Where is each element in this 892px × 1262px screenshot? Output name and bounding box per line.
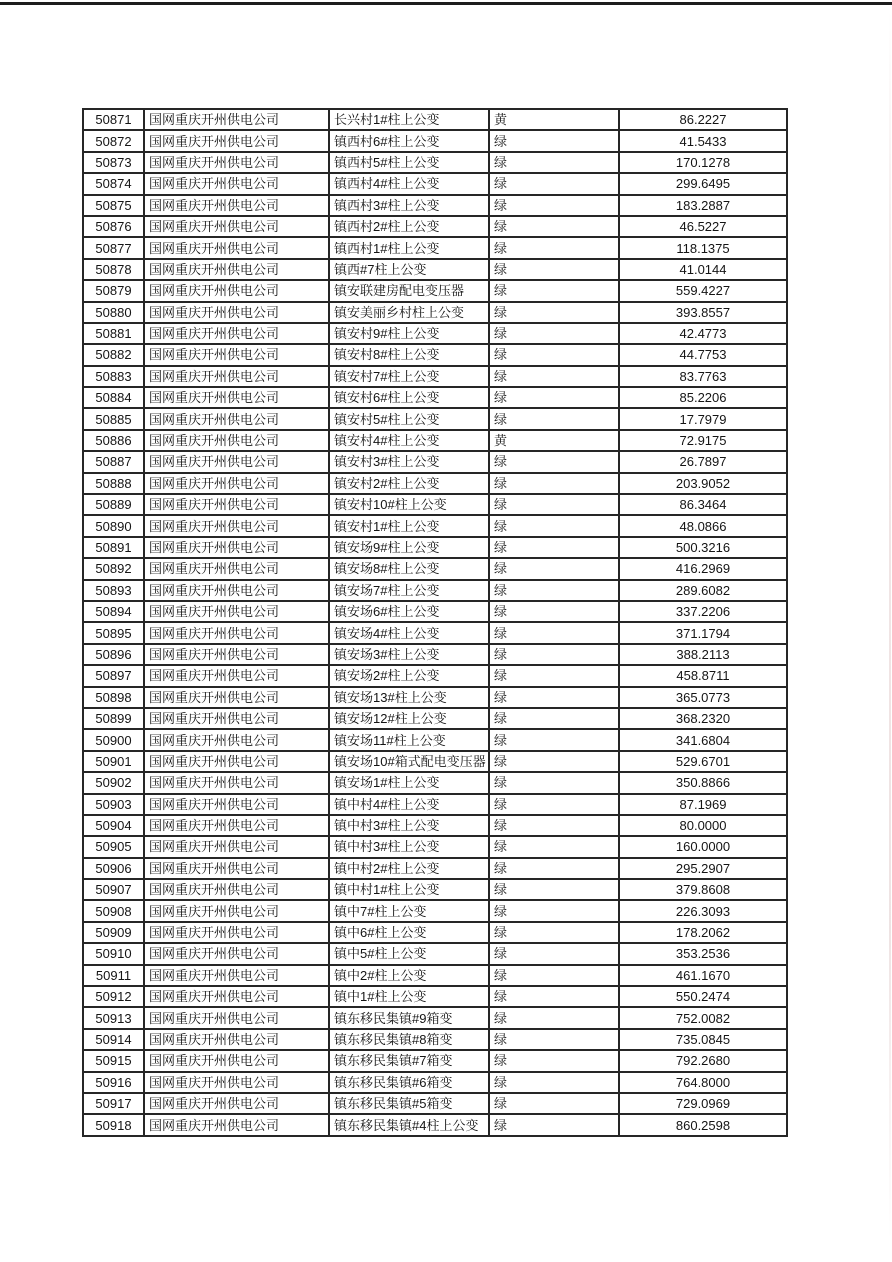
cell-value: 83.7763	[619, 366, 787, 387]
cell-status: 绿	[489, 366, 619, 387]
cell-status: 绿	[489, 152, 619, 173]
cell-row-id: 50902	[83, 772, 144, 793]
cell-row-id: 50896	[83, 644, 144, 665]
cell-value: 160.0000	[619, 836, 787, 857]
cell-row-id: 50899	[83, 708, 144, 729]
cell-company: 国网重庆开州供电公司	[144, 1050, 329, 1071]
cell-company: 国网重庆开州供电公司	[144, 130, 329, 151]
cell-device-name: 镇安场7#柱上公变	[329, 580, 489, 601]
cell-status: 绿	[489, 237, 619, 258]
cell-device-name: 镇安村2#柱上公变	[329, 473, 489, 494]
cell-row-id: 50881	[83, 323, 144, 344]
cell-row-id: 50904	[83, 815, 144, 836]
scan-edge-artifact	[889, 10, 891, 1240]
cell-row-id: 50884	[83, 387, 144, 408]
table-row	[83, 858, 787, 879]
cell-value: 860.2598	[619, 1114, 787, 1135]
table-row	[83, 515, 787, 536]
cell-value: 118.1375	[619, 237, 787, 258]
cell-row-id: 50900	[83, 729, 144, 750]
table-row	[83, 280, 787, 301]
cell-row-id: 50915	[83, 1050, 144, 1071]
cell-device-name: 镇安场8#柱上公变	[329, 558, 489, 579]
cell-device-name: 镇中7#柱上公变	[329, 900, 489, 921]
cell-device-name: 镇安村3#柱上公变	[329, 451, 489, 472]
table-row	[83, 195, 787, 216]
cell-device-name: 镇安村6#柱上公变	[329, 387, 489, 408]
cell-company: 国网重庆开州供电公司	[144, 943, 329, 964]
cell-status: 绿	[489, 879, 619, 900]
cell-device-name: 镇西#7柱上公变	[329, 259, 489, 280]
cell-value: 85.2206	[619, 387, 787, 408]
cell-row-id: 50918	[83, 1114, 144, 1135]
cell-status: 绿	[489, 1007, 619, 1028]
table-row	[83, 408, 787, 429]
cell-device-name: 镇东移民集镇#7箱变	[329, 1050, 489, 1071]
table-row	[83, 772, 787, 793]
cell-device-name: 镇安联建房配电变压器	[329, 280, 489, 301]
cell-company: 国网重庆开州供电公司	[144, 302, 329, 323]
table-row	[83, 537, 787, 558]
table-row	[83, 836, 787, 857]
cell-value: 203.9052	[619, 473, 787, 494]
cell-status: 黄	[489, 430, 619, 451]
table-row	[83, 1072, 787, 1093]
table-row	[83, 451, 787, 472]
table-row	[83, 665, 787, 686]
cell-value: 416.2969	[619, 558, 787, 579]
table-row	[83, 1050, 787, 1071]
cell-value: 226.3093	[619, 900, 787, 921]
table-row	[83, 344, 787, 365]
cell-status: 绿	[489, 965, 619, 986]
table-row	[83, 729, 787, 750]
cell-company: 国网重庆开州供电公司	[144, 216, 329, 237]
cell-row-id: 50871	[83, 109, 144, 130]
cell-device-name: 镇中5#柱上公变	[329, 943, 489, 964]
cell-company: 国网重庆开州供电公司	[144, 1007, 329, 1028]
table-row	[83, 1007, 787, 1028]
cell-row-id: 50910	[83, 943, 144, 964]
table-row	[83, 237, 787, 258]
table-row	[83, 580, 787, 601]
cell-company: 国网重庆开州供电公司	[144, 152, 329, 173]
page-top-rule	[0, 2, 892, 5]
cell-row-id: 50916	[83, 1072, 144, 1093]
cell-row-id: 50876	[83, 216, 144, 237]
table-body	[83, 109, 787, 1136]
cell-device-name: 镇安场13#柱上公变	[329, 687, 489, 708]
cell-row-id: 50894	[83, 601, 144, 622]
cell-company: 国网重庆开州供电公司	[144, 430, 329, 451]
table-row	[83, 302, 787, 323]
table-row	[83, 430, 787, 451]
cell-company: 国网重庆开州供电公司	[144, 580, 329, 601]
cell-company: 国网重庆开州供电公司	[144, 1093, 329, 1114]
cell-company: 国网重庆开州供电公司	[144, 708, 329, 729]
cell-device-name: 镇中村3#柱上公变	[329, 815, 489, 836]
cell-status: 绿	[489, 344, 619, 365]
cell-row-id: 50897	[83, 665, 144, 686]
cell-value: 337.2206	[619, 601, 787, 622]
cell-status: 绿	[489, 302, 619, 323]
cell-status: 绿	[489, 751, 619, 772]
cell-status: 绿	[489, 1072, 619, 1093]
cell-company: 国网重庆开州供电公司	[144, 794, 329, 815]
table-row	[83, 794, 787, 815]
cell-value: 26.7897	[619, 451, 787, 472]
cell-device-name: 镇东移民集镇#5箱变	[329, 1093, 489, 1114]
cell-row-id: 50909	[83, 922, 144, 943]
cell-status: 绿	[489, 1114, 619, 1135]
cell-company: 国网重庆开州供电公司	[144, 858, 329, 879]
cell-status: 黄	[489, 109, 619, 130]
table-row	[83, 815, 787, 836]
cell-row-id: 50917	[83, 1093, 144, 1114]
cell-row-id: 50906	[83, 858, 144, 879]
cell-device-name: 镇中村2#柱上公变	[329, 858, 489, 879]
cell-company: 国网重庆开州供电公司	[144, 751, 329, 772]
cell-row-id: 50879	[83, 280, 144, 301]
cell-company: 国网重庆开州供电公司	[144, 195, 329, 216]
cell-value: 87.1969	[619, 794, 787, 815]
cell-device-name: 镇安村7#柱上公变	[329, 366, 489, 387]
cell-value: 86.3464	[619, 494, 787, 515]
cell-device-name: 镇中6#柱上公变	[329, 922, 489, 943]
cell-device-name: 镇安场11#柱上公变	[329, 729, 489, 750]
cell-status: 绿	[489, 130, 619, 151]
cell-device-name: 镇西村3#柱上公变	[329, 195, 489, 216]
cell-status: 绿	[489, 943, 619, 964]
cell-device-name: 镇安场10#箱式配电变压器	[329, 751, 489, 772]
cell-status: 绿	[489, 858, 619, 879]
table-row	[83, 965, 787, 986]
cell-value: 529.6701	[619, 751, 787, 772]
cell-status: 绿	[489, 772, 619, 793]
table-row	[83, 387, 787, 408]
cell-value: 42.4773	[619, 323, 787, 344]
table-row	[83, 1114, 787, 1135]
cell-value: 295.2907	[619, 858, 787, 879]
cell-company: 国网重庆开州供电公司	[144, 280, 329, 301]
cell-device-name: 镇西村6#柱上公变	[329, 130, 489, 151]
cell-row-id: 50874	[83, 173, 144, 194]
table-row	[83, 473, 787, 494]
cell-company: 国网重庆开州供电公司	[144, 879, 329, 900]
cell-company: 国网重庆开州供电公司	[144, 408, 329, 429]
cell-status: 绿	[489, 259, 619, 280]
cell-row-id: 50875	[83, 195, 144, 216]
cell-row-id: 50872	[83, 130, 144, 151]
cell-status: 绿	[489, 195, 619, 216]
cell-device-name: 镇安村4#柱上公变	[329, 430, 489, 451]
table-row	[83, 494, 787, 515]
cell-status: 绿	[489, 708, 619, 729]
cell-device-name: 镇安村5#柱上公变	[329, 408, 489, 429]
table-row	[83, 1093, 787, 1114]
cell-row-id: 50883	[83, 366, 144, 387]
cell-value: 178.2062	[619, 922, 787, 943]
cell-row-id: 50886	[83, 430, 144, 451]
cell-status: 绿	[489, 451, 619, 472]
cell-device-name: 镇西村5#柱上公变	[329, 152, 489, 173]
cell-company: 国网重庆开州供电公司	[144, 537, 329, 558]
cell-company: 国网重庆开州供电公司	[144, 986, 329, 1007]
cell-value: 341.6804	[619, 729, 787, 750]
cell-value: 44.7753	[619, 344, 787, 365]
cell-status: 绿	[489, 173, 619, 194]
cell-device-name: 镇安村8#柱上公变	[329, 344, 489, 365]
cell-device-name: 镇东移民集镇#9箱变	[329, 1007, 489, 1028]
cell-company: 国网重庆开州供电公司	[144, 772, 329, 793]
cell-row-id: 50895	[83, 622, 144, 643]
cell-company: 国网重庆开州供电公司	[144, 473, 329, 494]
cell-device-name: 镇西村2#柱上公变	[329, 216, 489, 237]
cell-row-id: 50905	[83, 836, 144, 857]
cell-device-name: 镇中村4#柱上公变	[329, 794, 489, 815]
cell-value: 183.2887	[619, 195, 787, 216]
cell-device-name: 镇西村1#柱上公变	[329, 237, 489, 258]
cell-value: 458.8711	[619, 665, 787, 686]
cell-company: 国网重庆开州供电公司	[144, 601, 329, 622]
cell-device-name: 镇安美丽乡村柱上公变	[329, 302, 489, 323]
table-row	[83, 986, 787, 1007]
table-row	[83, 109, 787, 130]
cell-status: 绿	[489, 323, 619, 344]
cell-row-id: 50898	[83, 687, 144, 708]
cell-company: 国网重庆开州供电公司	[144, 387, 329, 408]
cell-status: 绿	[489, 794, 619, 815]
cell-company: 国网重庆开州供电公司	[144, 622, 329, 643]
table-row	[83, 216, 787, 237]
cell-row-id: 50882	[83, 344, 144, 365]
cell-value: 41.5433	[619, 130, 787, 151]
table-row	[83, 644, 787, 665]
cell-company: 国网重庆开州供电公司	[144, 815, 329, 836]
cell-device-name: 镇安村9#柱上公变	[329, 323, 489, 344]
cell-company: 国网重庆开州供电公司	[144, 237, 329, 258]
cell-value: 461.1670	[619, 965, 787, 986]
cell-company: 国网重庆开州供电公司	[144, 451, 329, 472]
cell-value: 46.5227	[619, 216, 787, 237]
cell-status: 绿	[489, 580, 619, 601]
cell-status: 绿	[489, 387, 619, 408]
cell-device-name: 镇中2#柱上公变	[329, 965, 489, 986]
table-row	[83, 558, 787, 579]
cell-value: 72.9175	[619, 430, 787, 451]
cell-status: 绿	[489, 836, 619, 857]
cell-status: 绿	[489, 986, 619, 1007]
cell-row-id: 50888	[83, 473, 144, 494]
table-row	[83, 900, 787, 921]
cell-company: 国网重庆开州供电公司	[144, 665, 329, 686]
cell-status: 绿	[489, 665, 619, 686]
cell-row-id: 50873	[83, 152, 144, 173]
cell-status: 绿	[489, 729, 619, 750]
cell-company: 国网重庆开州供电公司	[144, 109, 329, 130]
cell-row-id: 50914	[83, 1029, 144, 1050]
cell-value: 388.2113	[619, 644, 787, 665]
table-row	[83, 622, 787, 643]
cell-company: 国网重庆开州供电公司	[144, 515, 329, 536]
cell-status: 绿	[489, 687, 619, 708]
cell-value: 764.8000	[619, 1072, 787, 1093]
table-row	[83, 708, 787, 729]
cell-row-id: 50880	[83, 302, 144, 323]
cell-value: 735.0845	[619, 1029, 787, 1050]
cell-status: 绿	[489, 1029, 619, 1050]
cell-status: 绿	[489, 922, 619, 943]
cell-device-name: 镇东移民集镇#4柱上公变	[329, 1114, 489, 1135]
cell-status: 绿	[489, 280, 619, 301]
cell-row-id: 50877	[83, 237, 144, 258]
cell-device-name: 镇安场4#柱上公变	[329, 622, 489, 643]
cell-value: 289.6082	[619, 580, 787, 601]
cell-value: 17.7979	[619, 408, 787, 429]
cell-status: 绿	[489, 558, 619, 579]
table-row	[83, 173, 787, 194]
cell-value: 752.0082	[619, 1007, 787, 1028]
table-row	[83, 751, 787, 772]
cell-row-id: 50885	[83, 408, 144, 429]
cell-device-name: 长兴村1#柱上公变	[329, 109, 489, 130]
cell-company: 国网重庆开州供电公司	[144, 323, 329, 344]
cell-status: 绿	[489, 537, 619, 558]
table-row	[83, 687, 787, 708]
cell-row-id: 50911	[83, 965, 144, 986]
cell-row-id: 50913	[83, 1007, 144, 1028]
cell-company: 国网重庆开州供电公司	[144, 965, 329, 986]
table-row	[83, 323, 787, 344]
cell-device-name: 镇安场2#柱上公变	[329, 665, 489, 686]
cell-row-id: 50878	[83, 259, 144, 280]
cell-device-name: 镇东移民集镇#8箱变	[329, 1029, 489, 1050]
cell-company: 国网重庆开州供电公司	[144, 259, 329, 280]
cell-value: 353.2536	[619, 943, 787, 964]
cell-company: 国网重庆开州供电公司	[144, 173, 329, 194]
cell-value: 559.4227	[619, 280, 787, 301]
table-row	[83, 922, 787, 943]
cell-status: 绿	[489, 622, 619, 643]
cell-status: 绿	[489, 1093, 619, 1114]
cell-status: 绿	[489, 494, 619, 515]
cell-value: 299.6495	[619, 173, 787, 194]
cell-device-name: 镇安村10#柱上公变	[329, 494, 489, 515]
cell-value: 365.0773	[619, 687, 787, 708]
cell-status: 绿	[489, 216, 619, 237]
cell-company: 国网重庆开州供电公司	[144, 494, 329, 515]
cell-value: 350.8866	[619, 772, 787, 793]
cell-value: 500.3216	[619, 537, 787, 558]
table-row	[83, 879, 787, 900]
cell-company: 国网重庆开州供电公司	[144, 900, 329, 921]
cell-row-id: 50912	[83, 986, 144, 1007]
cell-row-id: 50887	[83, 451, 144, 472]
cell-row-id: 50908	[83, 900, 144, 921]
cell-device-name: 镇安场6#柱上公变	[329, 601, 489, 622]
cell-value: 80.0000	[619, 815, 787, 836]
cell-value: 393.8557	[619, 302, 787, 323]
table-row	[83, 366, 787, 387]
cell-company: 国网重庆开州供电公司	[144, 729, 329, 750]
cell-row-id: 50891	[83, 537, 144, 558]
cell-value: 550.2474	[619, 986, 787, 1007]
cell-device-name: 镇东移民集镇#6箱变	[329, 1072, 489, 1093]
cell-status: 绿	[489, 515, 619, 536]
table-row	[83, 943, 787, 964]
cell-device-name: 镇安场9#柱上公变	[329, 537, 489, 558]
cell-status: 绿	[489, 473, 619, 494]
table-row	[83, 601, 787, 622]
cell-value: 170.1278	[619, 152, 787, 173]
cell-company: 国网重庆开州供电公司	[144, 836, 329, 857]
cell-status: 绿	[489, 644, 619, 665]
table-row	[83, 259, 787, 280]
cell-company: 国网重庆开州供电公司	[144, 1029, 329, 1050]
cell-row-id: 50901	[83, 751, 144, 772]
cell-value: 379.8608	[619, 879, 787, 900]
cell-row-id: 50890	[83, 515, 144, 536]
cell-device-name: 镇西村4#柱上公变	[329, 173, 489, 194]
cell-status: 绿	[489, 900, 619, 921]
cell-device-name: 镇安场3#柱上公变	[329, 644, 489, 665]
cell-value: 86.2227	[619, 109, 787, 130]
cell-value: 729.0969	[619, 1093, 787, 1114]
cell-company: 国网重庆开州供电公司	[144, 1114, 329, 1135]
table-row	[83, 130, 787, 151]
cell-company: 国网重庆开州供电公司	[144, 558, 329, 579]
cell-company: 国网重庆开州供电公司	[144, 687, 329, 708]
cell-status: 绿	[489, 1050, 619, 1071]
cell-value: 48.0866	[619, 515, 787, 536]
cell-row-id: 50892	[83, 558, 144, 579]
cell-device-name: 镇安村1#柱上公变	[329, 515, 489, 536]
cell-value: 41.0144	[619, 259, 787, 280]
table-row	[83, 152, 787, 173]
transformer-table	[82, 108, 788, 1137]
cell-company: 国网重庆开州供电公司	[144, 366, 329, 387]
cell-value: 368.2320	[619, 708, 787, 729]
cell-value: 371.1794	[619, 622, 787, 643]
table-row	[83, 1029, 787, 1050]
cell-status: 绿	[489, 815, 619, 836]
cell-row-id: 50907	[83, 879, 144, 900]
cell-device-name: 镇安场1#柱上公变	[329, 772, 489, 793]
cell-value: 792.2680	[619, 1050, 787, 1071]
cell-company: 国网重庆开州供电公司	[144, 1072, 329, 1093]
cell-device-name: 镇中1#柱上公变	[329, 986, 489, 1007]
cell-row-id: 50889	[83, 494, 144, 515]
cell-company: 国网重庆开州供电公司	[144, 644, 329, 665]
cell-company: 国网重庆开州供电公司	[144, 344, 329, 365]
cell-device-name: 镇中村1#柱上公变	[329, 879, 489, 900]
cell-device-name: 镇安场12#柱上公变	[329, 708, 489, 729]
cell-status: 绿	[489, 601, 619, 622]
cell-row-id: 50903	[83, 794, 144, 815]
cell-device-name: 镇中村3#柱上公变	[329, 836, 489, 857]
cell-company: 国网重庆开州供电公司	[144, 922, 329, 943]
cell-status: 绿	[489, 408, 619, 429]
cell-row-id: 50893	[83, 580, 144, 601]
